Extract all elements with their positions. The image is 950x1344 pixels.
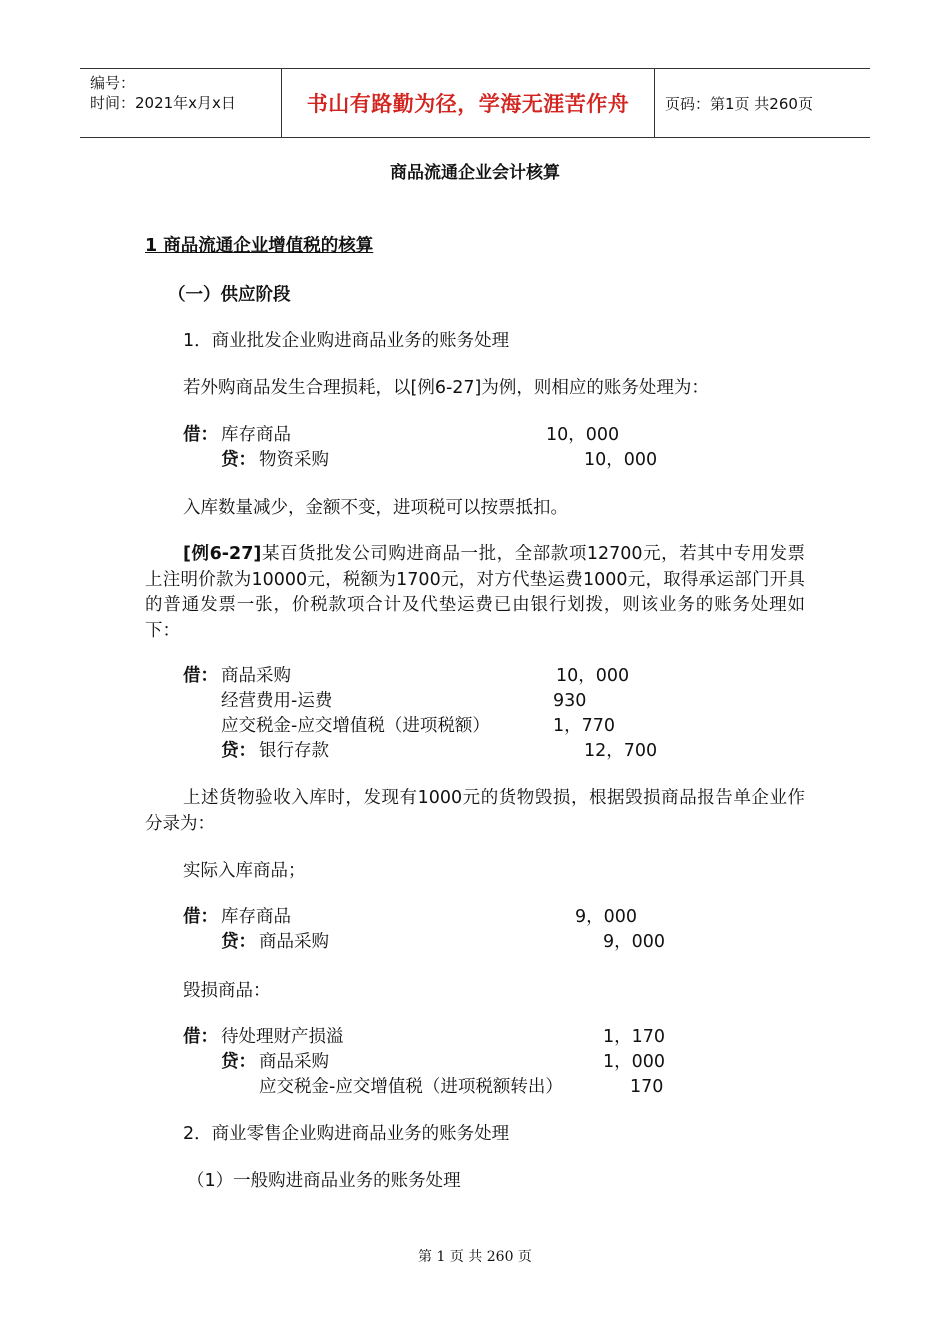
entry4-credit-account: 商品采购 <box>259 1052 329 1072</box>
page-footer: 第 1 页 共 260 页 <box>418 1249 532 1265</box>
entry1-debit-account: 库存商品 <box>221 425 291 445</box>
example-paragraph <box>145 542 805 644</box>
paragraph-3: 上述货物验收入库时，发现有1000元的货物毁损，根据毁损商品报告单企业作分录为： <box>145 788 805 834</box>
paragraph-4: 实际入库商品； <box>183 861 306 881</box>
entry4-debit-label: 借： <box>183 1027 218 1047</box>
entry2-line2-amount: 930 <box>553 691 587 711</box>
entry4-credit-label: 贷： <box>221 1052 256 1072</box>
number-label: 编号： <box>90 74 136 92</box>
doc-title: 商品流通企业会计核算 <box>390 163 560 183</box>
sub-heading: （一）供应阶段 <box>168 285 291 305</box>
header-info <box>90 73 236 113</box>
item1-title: 1．商业批发企业购进商品业务的账务处理 <box>183 331 510 351</box>
entry3-debit-label: 借： <box>183 907 218 927</box>
entry2-line2-account: 经营费用-运费 <box>221 691 333 711</box>
item2-sub: （1）一般购进商品业务的账务处理 <box>187 1171 461 1191</box>
entry2-line3-account: 应交税金-应交增值税（进项税额） <box>221 716 490 736</box>
entry1-credit-account: 物资采购 <box>259 450 329 470</box>
entry2-line1-account: 商品采购 <box>221 666 291 686</box>
entry1-credit-label: 贷： <box>221 450 256 470</box>
entry3-debit-account: 库存商品 <box>221 907 291 927</box>
example-text: 某百货批发公司购进商品一批，全部款项12700元，若其中专用发票上注明价款为10000元，税额为1700元，对方代垫运费1000元，取得承运部门开具的普通发票一张，价税款项合计及代垫运费已由银行划拨，则该业务的账务处理如下： <box>145 544 806 641</box>
entry4-debit-account: 待处理财产损溢 <box>221 1027 344 1047</box>
entry2-line3-amount: 1，770 <box>553 716 616 736</box>
motto: 书山有路勤为径，学海无涯苦作舟 <box>281 69 655 137</box>
entry1-debit-amount: 10，000 <box>546 425 620 445</box>
entry3-debit-amount: 9，000 <box>575 907 638 927</box>
entry3-credit-account: 商品采购 <box>259 932 329 952</box>
entry1-debit-label: 借： <box>183 425 218 445</box>
entry2-debit-label: 借： <box>183 666 218 686</box>
paragraph-2: 入库数量减少，金额不变，进项税可以按票抵扣。 <box>183 498 568 518</box>
entry4-line3-amount: 170 <box>630 1077 664 1097</box>
item2-title: 2．商业零售企业购进商品业务的账务处理 <box>183 1124 510 1144</box>
entry4-line3-account: 应交税金-应交增值税（进项税额转出） <box>259 1077 563 1097</box>
entry2-credit-account: 银行存款 <box>259 741 329 761</box>
example-tag: [例6-27] <box>183 544 262 564</box>
page-info: 页码：第1页 共260页 <box>665 95 813 113</box>
section-heading: 1 商品流通企业增值税的核算 <box>145 236 374 256</box>
entry2-credit-label: 贷： <box>221 741 256 761</box>
entry4-credit-amount: 1，000 <box>603 1052 666 1072</box>
entry2-credit-amount: 12，700 <box>584 741 658 761</box>
paragraph-5: 毁损商品： <box>183 981 271 1001</box>
entry3-credit-amount: 9，000 <box>603 932 666 952</box>
page-header <box>80 68 870 138</box>
time-label: 时间：2021年x月x日 <box>90 94 236 112</box>
entry3-credit-label: 贷： <box>221 932 256 952</box>
entry4-debit-amount: 1，170 <box>603 1027 666 1047</box>
paragraph-1: 若外购商品发生合理损耗，以[例6-27]为例，则相应的账务处理为： <box>183 378 709 398</box>
entry2-line1-amount: 10，000 <box>556 666 630 686</box>
entry1-credit-amount: 10，000 <box>584 450 658 470</box>
